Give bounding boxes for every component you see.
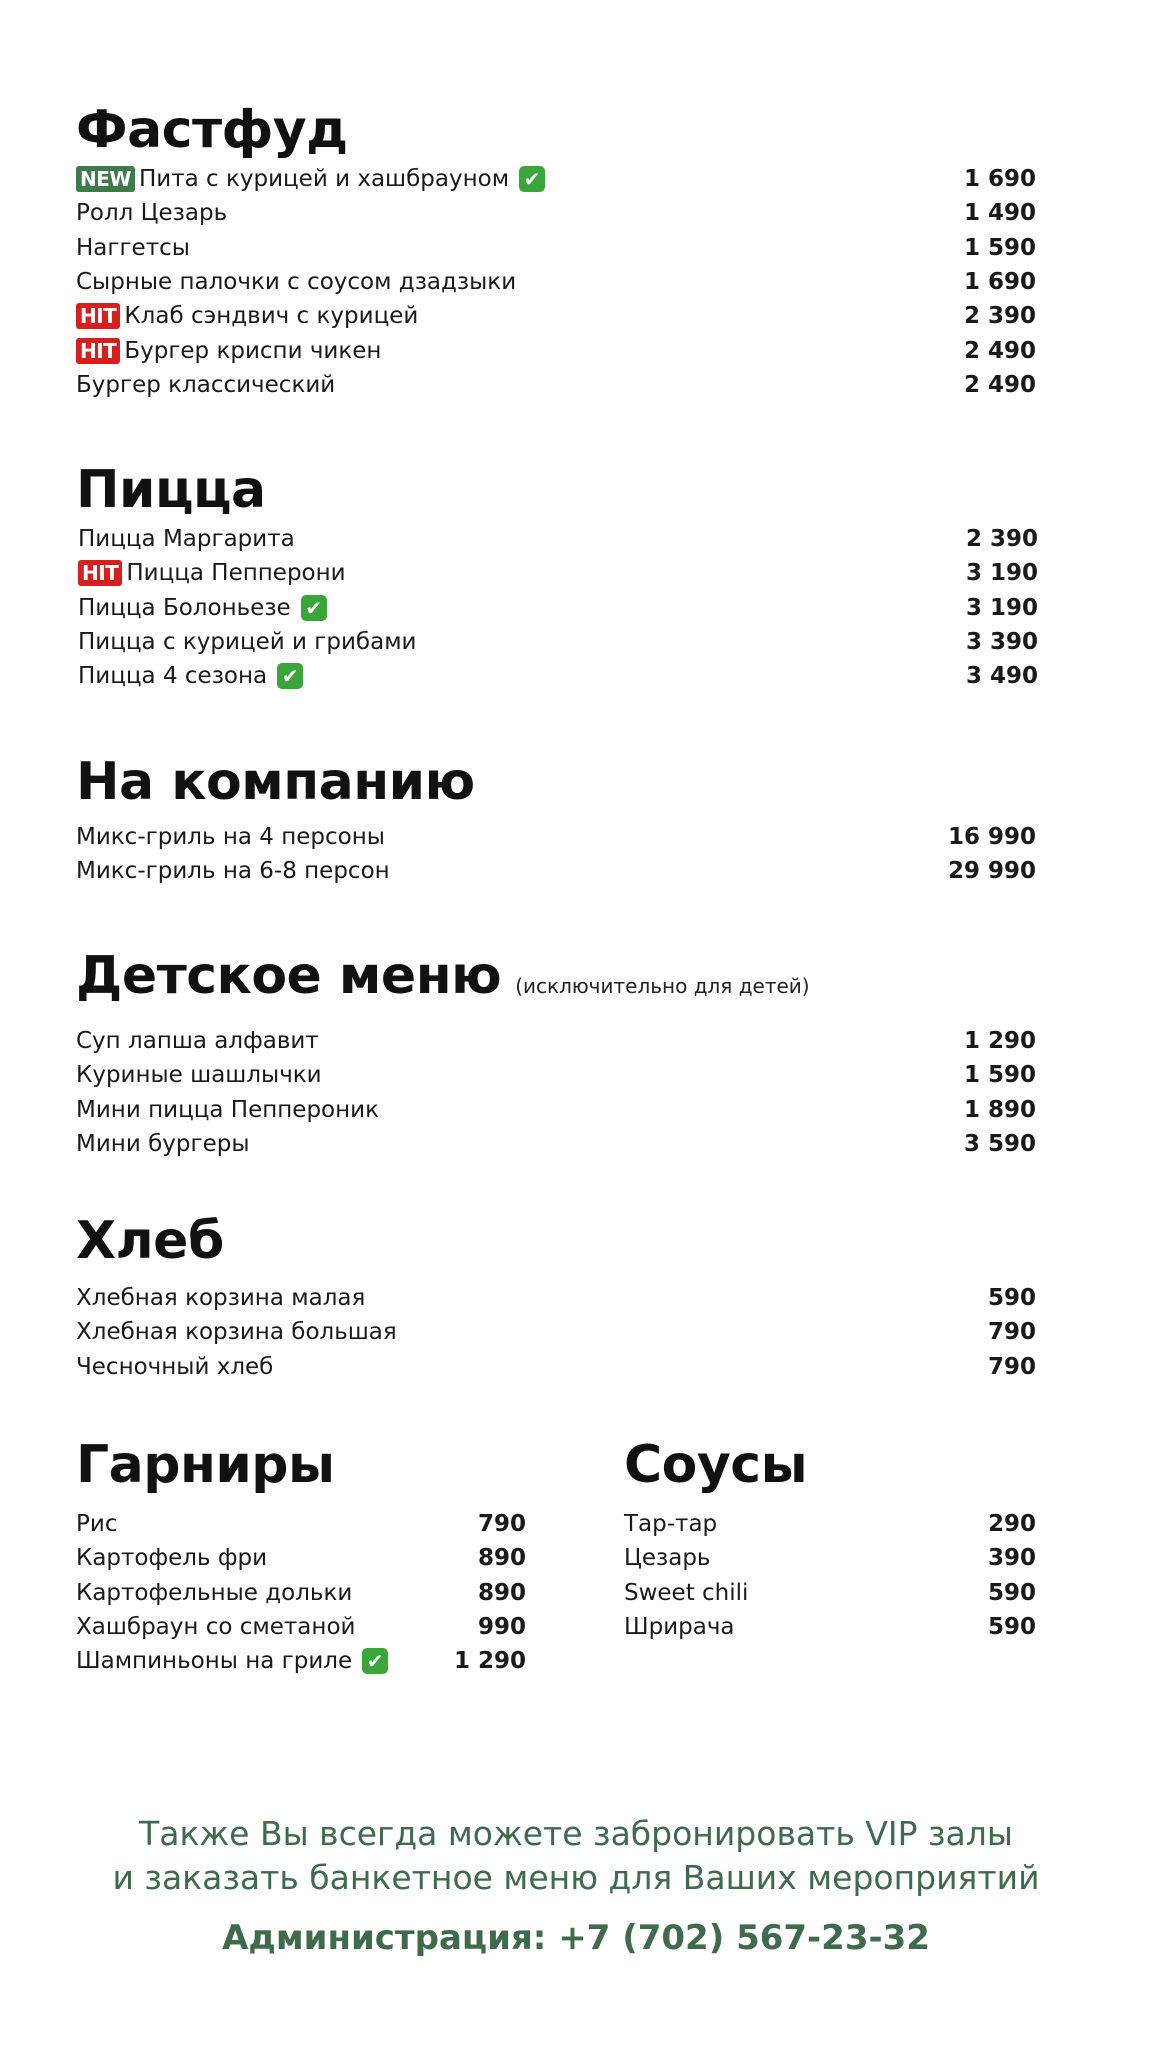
menu-item-name	[76, 200, 227, 226]
menu-item-name	[76, 235, 190, 261]
section-sides	[76, 1435, 526, 1678]
menu-list	[78, 522, 1038, 693]
menu-item-label: Пицца Маргарита	[78, 526, 295, 553]
menu-item-name	[76, 1545, 267, 1571]
menu-item-price: 790	[987, 1353, 1036, 1380]
menu-item-name	[78, 663, 303, 689]
menu-item-name	[76, 858, 390, 884]
menu-item-label: Пицца Болоньезе	[78, 594, 291, 621]
menu-item-label: Микс-гриль на 4 персоны	[76, 824, 385, 851]
menu-item-price: 790	[477, 1511, 526, 1538]
menu-item-name	[78, 526, 295, 552]
menu-item-name	[76, 1614, 355, 1640]
menu-item-label: Наггетсы	[76, 234, 190, 261]
menu-list	[76, 1024, 1036, 1161]
menu-item-price: 1 290	[453, 1648, 526, 1675]
menu-item-label: Бургер классический	[76, 371, 336, 398]
menu-item-price: 890	[477, 1579, 526, 1606]
menu-item	[76, 854, 1036, 888]
menu-item-price: 590	[987, 1579, 1036, 1606]
menu-item	[76, 1093, 1036, 1127]
menu-item-name	[78, 595, 327, 621]
section-title	[76, 946, 1036, 1016]
menu-item	[76, 1127, 1036, 1161]
menu-item-label: Чесночный хлеб	[76, 1353, 274, 1380]
menu-item-price: 2 390	[965, 526, 1038, 553]
menu-item-price: 3 490	[965, 663, 1038, 690]
menu-item	[76, 1058, 1036, 1092]
check-icon: ✔	[519, 166, 545, 192]
menu-item-label: Бургер криспи чикен	[124, 337, 382, 364]
menu-item	[76, 231, 1036, 265]
menu-item-label: Микс-гриль на 6-8 персон	[76, 858, 390, 885]
menu-item-label: Картофель фри	[76, 1545, 268, 1572]
menu-item-name	[76, 1319, 397, 1345]
menu-item-price: 590	[987, 1285, 1036, 1312]
menu-item-label: Тар-тар	[624, 1511, 718, 1538]
section-title: На компанию	[76, 752, 475, 812]
menu-item-name	[76, 372, 335, 398]
footer	[0, 1812, 1152, 1958]
menu-item	[624, 1507, 1036, 1541]
menu-item-price: 1 290	[963, 1028, 1036, 1055]
menu-item-label: Суп лапша алфавит	[76, 1028, 319, 1055]
menu-item-name	[76, 166, 545, 192]
hit-badge: HIT	[76, 303, 120, 329]
menu-item	[76, 1024, 1036, 1058]
section-title: Гарниры	[76, 1435, 335, 1495]
section-sauces	[624, 1435, 1036, 1644]
menu-item-name	[76, 1511, 117, 1537]
menu-list	[76, 1507, 526, 1678]
check-icon: ✔	[301, 595, 327, 621]
menu-item-price: 1 490	[963, 200, 1036, 227]
menu-item-name	[76, 1580, 352, 1606]
menu-item-name	[624, 1545, 711, 1571]
menu-item-name	[624, 1614, 735, 1640]
menu-item-price: 590	[987, 1614, 1036, 1641]
menu-item-name	[78, 629, 417, 655]
menu-item	[76, 820, 1036, 854]
menu-item-price: 290	[987, 1511, 1036, 1538]
menu-item-price: 1 690	[963, 166, 1036, 193]
menu-item-price: 2 390	[963, 303, 1036, 330]
menu-item-label: Пита с курицей и хашбрауном	[138, 166, 510, 193]
section-title: Фастфуд	[76, 100, 348, 160]
menu-item-name	[76, 824, 385, 850]
menu-item	[76, 333, 1036, 367]
footer-line-2: и заказать банкетное меню для Ваших мероприятий	[112, 1858, 1040, 1897]
menu-item	[78, 625, 1038, 659]
menu-item-label: Шампиньоны на гриле	[76, 1648, 353, 1675]
menu-item	[76, 265, 1036, 299]
menu-item	[78, 522, 1038, 556]
menu-item	[76, 368, 1036, 402]
menu-item-label: Шрирача	[624, 1614, 735, 1641]
menu-item-price: 1 890	[963, 1096, 1036, 1123]
section-subtitle: (исключительно для детей)	[515, 974, 810, 998]
menu-item-price: 990	[477, 1614, 526, 1641]
menu-item-label: Куриные шашлычки	[76, 1062, 322, 1089]
menu-item-label: Хлебная корзина большая	[76, 1319, 397, 1346]
menu-item-price: 1 590	[963, 234, 1036, 261]
menu-item-name	[76, 303, 418, 329]
menu-item	[76, 162, 1036, 196]
section-pizza	[78, 460, 1038, 693]
menu-item-label: Ролл Цезарь	[76, 200, 228, 227]
check-icon: ✔	[362, 1648, 388, 1674]
menu-item-price: 1 590	[963, 1062, 1036, 1089]
menu-item-price: 3 190	[965, 594, 1038, 621]
menu-item-name	[624, 1511, 717, 1537]
menu-item-price: 29 990	[947, 858, 1036, 885]
menu-item	[76, 1644, 526, 1678]
section-bread	[76, 1211, 1036, 1384]
menu-item-label: Рис	[76, 1511, 118, 1538]
menu-item	[76, 1610, 526, 1644]
menu-item-name	[76, 1097, 379, 1123]
menu-item-name	[76, 1354, 273, 1380]
section-company	[76, 752, 1036, 889]
section-title: Хлеб	[76, 1211, 224, 1271]
menu-item-name	[78, 560, 346, 586]
menu-list	[76, 162, 1036, 402]
menu-item	[624, 1541, 1036, 1575]
check-icon: ✔	[277, 663, 303, 689]
menu-item-label: Sweet chili	[624, 1579, 749, 1606]
section-fastfood	[76, 100, 1036, 402]
menu-item-label: Мини пицца Пеппероник	[76, 1096, 380, 1123]
menu-item-label: Пицца с курицей и грибами	[78, 629, 417, 656]
menu-item-label: Цезарь	[624, 1545, 711, 1572]
menu-item-name	[76, 1285, 365, 1311]
menu-item	[76, 1315, 1036, 1349]
menu-item	[76, 1576, 526, 1610]
menu-item-name	[76, 1028, 319, 1054]
menu-item-label: Мини бургеры	[76, 1131, 250, 1158]
menu-item-price: 390	[987, 1545, 1036, 1572]
menu-item-name	[76, 1131, 249, 1157]
menu-item-label: Пицца 4 сезона	[78, 663, 268, 690]
menu-item	[76, 1350, 1036, 1384]
section-kids	[76, 946, 1036, 1161]
menu-list	[76, 820, 1036, 889]
menu-item	[78, 556, 1038, 590]
section-title: Пицца	[76, 460, 266, 520]
footer-line-1: Также Вы всегда можете забронировать VIP залы	[139, 1814, 1013, 1853]
menu-item	[624, 1576, 1036, 1610]
menu-item	[78, 591, 1038, 625]
menu-item	[76, 1281, 1036, 1315]
menu-item-label: Картофельные дольки	[76, 1579, 353, 1606]
section-title: Соусы	[624, 1435, 808, 1495]
menu-item	[624, 1610, 1036, 1644]
menu-item	[76, 1541, 526, 1575]
menu-item	[76, 299, 1036, 333]
menu-item-label: Хлебная корзина малая	[76, 1285, 366, 1312]
menu-list	[624, 1507, 1036, 1644]
menu-item-name	[76, 1062, 322, 1088]
menu-item-name	[624, 1580, 748, 1606]
menu-item-price: 2 490	[963, 337, 1036, 364]
menu-item-name	[76, 269, 516, 295]
menu-item-price: 890	[477, 1545, 526, 1572]
menu-item-label: Сырные палочки с соусом дзадзыки	[76, 269, 517, 296]
menu-item-price: 2 490	[963, 371, 1036, 398]
menu-item-price: 3 390	[965, 629, 1038, 656]
menu-item-label: Клаб сэндвич с курицей	[124, 303, 419, 330]
hit-badge: HIT	[78, 560, 122, 586]
menu-item-price: 3 190	[965, 560, 1038, 587]
menu-item-name	[76, 338, 381, 364]
menu-item-label: Хашбраун со сметаной	[76, 1614, 356, 1641]
menu-item	[78, 659, 1038, 693]
menu-item	[76, 1507, 526, 1541]
admin-phone: Администрация: +7 (702) 567-23-32	[222, 1918, 930, 1958]
hit-badge: HIT	[76, 338, 120, 364]
menu-item-name	[76, 1648, 388, 1674]
menu-item-price: 1 690	[963, 269, 1036, 296]
menu-item	[76, 196, 1036, 230]
menu-list	[76, 1281, 1036, 1384]
section-title-text: Детское меню	[76, 946, 502, 1006]
menu-item-label: Пицца Пепперони	[126, 560, 346, 587]
menu-item-price: 16 990	[947, 824, 1036, 851]
new-badge: NEW	[76, 166, 135, 192]
menu-item-price: 790	[987, 1319, 1036, 1346]
menu-item-price: 3 590	[963, 1131, 1036, 1158]
